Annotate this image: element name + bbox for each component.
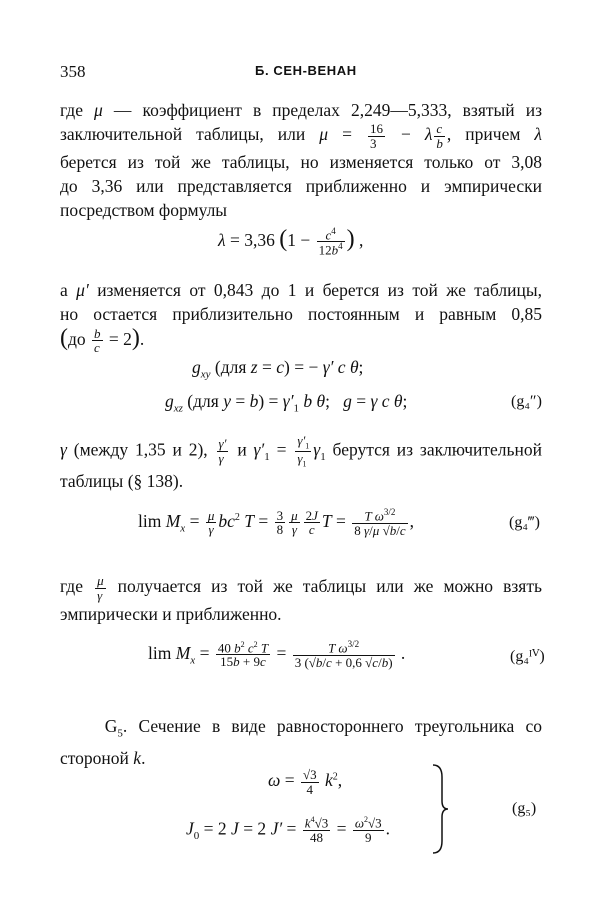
formula-omega: ω = $\frac{√3}{4}$ $k^2$,: [268, 767, 343, 797]
paragraph-2-line-3: (до $\frac{b}{c}$ = 2).: [60, 325, 145, 356]
paragraph-1-line-3: берется из той же таблицы, но изменяется только от 3,08: [60, 152, 542, 173]
equation-label-g4-double-prime: (g₄″): [511, 393, 542, 410]
paragraph-2-line-1: а μ′ изменяется от 0,843 до 1 и берется из той же таблицы,: [60, 280, 542, 300]
frac-c-b: $\frac{c}{b}$: [436, 121, 443, 151]
formula-lim-mx-2: $\lim M_x$ = $\frac{40 b^2 c^2 T}{15b + 9c}$ = $\frac{T \omega^{3/2}}{3 (√b/c + 0,6 √c/b)}$ .: [148, 639, 406, 670]
paragraph-5: [60, 714, 542, 770]
frac-16-3: $\frac{16}{3}$: [369, 121, 383, 151]
paragraph-1: [60, 98, 542, 222]
paragraph-2: [60, 278, 542, 355]
running-head: Б. СЕН-ВЕНАН: [255, 63, 357, 78]
paragraph-1-line-5: посредством формулы: [60, 200, 228, 221]
paragraph-4-line-1: где $\frac{\mu}{\gamma}$ получается из той же таблицы или же можно взять: [60, 573, 542, 603]
formula-lim-mx-1: $\lim M_x$ = $\frac{\mu}{\gamma}$ $bc^2$ T = $\frac{3}{8}$ $\frac{\mu}{\gamma}$ $\frac{2J}{c}$ T = $\frac{T \omega^{3/2}}{8 \gamma/\mu √b/c}$ ,: [138, 507, 414, 538]
paragraph-2-line-2: но остается приблизительно постоянным и равным 0,85: [60, 304, 542, 324]
formula-gxz: $g_{xz}$ (для $y = b) = \gamma'_1$ b θ; g = γ c θ;: [165, 391, 408, 415]
equation-label-g4-triple-prime: (g₄‴): [509, 514, 540, 531]
paragraph-4: [60, 574, 542, 626]
paragraph-4-line-2: эмпирически и приближенно.: [60, 604, 282, 625]
right-brace: [430, 763, 450, 855]
equation-label-g4-iv: (g₄ᴵⱽ): [510, 648, 545, 665]
paragraph-5-line-1: $G_5$. Сечение в виде равностороннего треугольника со: [60, 716, 542, 740]
paragraph-1-line-1: где μ — коэффициент в пределах 2,249—5,333, взятый из: [60, 100, 542, 120]
formula-lambda: λ = 3,36 (1 − $\frac{c^4}{12b^4}$ ) ,: [218, 225, 364, 258]
paragraph-3-line-2: таблицы (§ 138).: [60, 471, 184, 491]
paragraph-5-line-2: стороной k.: [60, 747, 146, 768]
page-number: 358: [60, 62, 86, 81]
formula-j0: $J_0 = 2$ J = 2 J′ = $\frac{k^4√3}{48}$ = $\frac{\omega^2√3}{9}$ .: [186, 815, 391, 845]
paragraph-1-line-4: до 3,36 или представляется приближенно и эмпирически: [60, 176, 542, 197]
paragraph-3: [60, 434, 542, 493]
formula-gxy: $g_{xy}$ (для z = c) = − γ′ c θ;: [192, 357, 364, 381]
equation-label-g5: (g₅): [512, 800, 537, 817]
paragraph-3-line-1: γ (между 1,35 и 2), $\frac{\gamma'}{\gamma}$ и $\gamma'_1$ = $\frac{\gamma'_1}{\gamma_1}$ $\gamma_1$ берутся из заключительной: [60, 433, 543, 469]
paragraph-1-line-2: заключительной таблицы, или μ = $\frac{16}{3}$ − λ $\frac{c}{b}$ , причем λ: [60, 121, 542, 151]
